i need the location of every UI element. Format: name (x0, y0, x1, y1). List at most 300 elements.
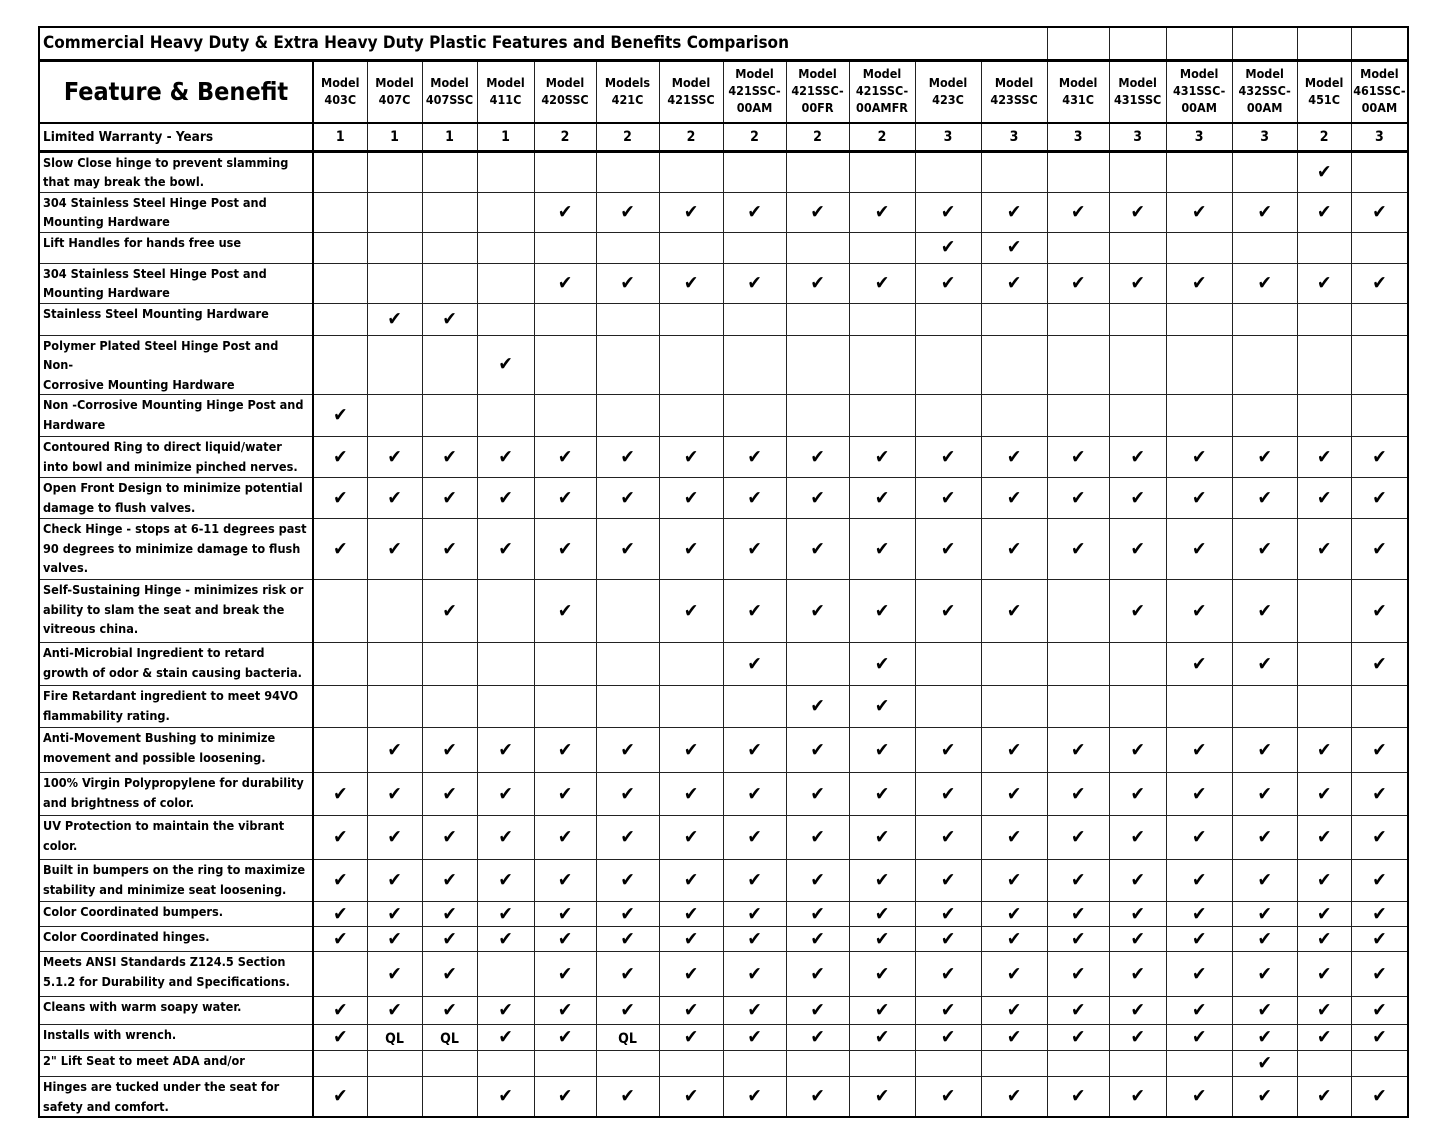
checkmark-icon: ✔ (874, 1026, 890, 1049)
checkmark-icon: ✔ (874, 486, 890, 509)
checkmark-icon: ✔ (620, 445, 635, 468)
checkmark-icon: ✔ (810, 486, 825, 509)
feature-cell (313, 927, 367, 952)
feature-cell (422, 1051, 477, 1077)
model-header: Model 407SSC (422, 60, 477, 123)
feature-cell (596, 952, 659, 997)
checkmark-icon: ✔ (940, 271, 956, 294)
feature-cell (659, 927, 723, 952)
feature-cell (1232, 952, 1297, 997)
feature-cell (1047, 952, 1109, 997)
checkmark-icon: ✔ (1257, 962, 1272, 985)
feature-cell (596, 643, 659, 686)
checkmark-icon: ✔ (498, 738, 513, 761)
checkmark-icon: ✔ (940, 962, 956, 985)
feature-row (39, 580, 1408, 643)
feature-label: 100% Virgin Polypropylene for durability and brightness of color. (39, 773, 313, 816)
checkmark-icon: ✔ (620, 927, 635, 950)
feature-cell (915, 1051, 981, 1077)
feature-cell (477, 335, 534, 395)
feature-cell (915, 952, 981, 997)
checkmark-icon: ✔ (874, 869, 890, 892)
feature-cell (534, 1025, 596, 1051)
checkmark-icon: ✔ (810, 271, 825, 294)
checkmark-icon: ✔ (1070, 1085, 1086, 1108)
feature-cell (367, 728, 422, 773)
warranty-label: Limited Warranty - Years (39, 123, 313, 151)
model-header-row (39, 60, 1408, 123)
checkmark-icon: ✔ (387, 782, 402, 805)
checkmark-icon: ✔ (333, 445, 348, 468)
checkmark-icon: ✔ (747, 782, 762, 805)
feature-cell (534, 643, 596, 686)
feature-cell (1047, 263, 1109, 303)
feature-cell (422, 773, 477, 816)
feature-row (39, 902, 1408, 927)
feature-cell (723, 728, 786, 773)
checkmark-icon: ✔ (1372, 1026, 1387, 1049)
feature-cell (1109, 927, 1166, 952)
checkmark-icon: ✔ (387, 902, 402, 925)
feature-cell (313, 686, 367, 728)
checkmark-icon: ✔ (810, 902, 825, 925)
feature-cell (1047, 1051, 1109, 1077)
feature-cell (477, 580, 534, 643)
feature-cell (422, 478, 477, 519)
feature-row (39, 232, 1408, 263)
feature-cell (723, 519, 786, 580)
feature-cell (915, 773, 981, 816)
feature-label: Installs with wrench. (39, 1025, 313, 1051)
feature-cell (786, 1025, 849, 1051)
checkmark-icon: ✔ (1006, 962, 1022, 985)
feature-cell (422, 728, 477, 773)
feature-cell (1297, 580, 1351, 643)
feature-cell (849, 1025, 915, 1051)
checkmark-icon: ✔ (1316, 869, 1332, 892)
feature-cell (915, 902, 981, 927)
checkmark-icon: ✔ (940, 486, 956, 509)
feature-cell (1351, 478, 1408, 519)
model-header: Model 432SSC- 00AM (1232, 60, 1297, 123)
feature-cell (981, 437, 1047, 478)
feature-cell (1109, 686, 1166, 728)
feature-cell (1166, 927, 1232, 952)
feature-cell (1047, 997, 1109, 1025)
feature-cell (1232, 580, 1297, 643)
feature-cell (659, 773, 723, 816)
feature-label: Self-Sustaining Hinge - minimizes risk or ability to slam the seat and break the vitreous china. (39, 580, 313, 643)
feature-cell (1047, 478, 1109, 519)
feature-cell (313, 1077, 367, 1118)
feature-cell (477, 927, 534, 952)
feature-row (39, 860, 1408, 902)
checkmark-icon: ✔ (874, 271, 890, 294)
feature-cell (422, 860, 477, 902)
feature-cell (981, 478, 1047, 519)
feature-label: Color Coordinated hinges. (39, 927, 313, 952)
feature-cell (477, 1077, 534, 1118)
checkmark-icon: ✔ (442, 902, 457, 925)
checkmark-icon: ✔ (810, 999, 825, 1022)
feature-cell (786, 816, 849, 860)
checkmark-icon: ✔ (1191, 599, 1207, 622)
feature-cell (1166, 773, 1232, 816)
feature-cell (849, 395, 915, 437)
feature-cell (1297, 927, 1351, 952)
checkmark-icon: ✔ (1070, 869, 1086, 892)
feature-cell (659, 478, 723, 519)
feature-cell (596, 580, 659, 643)
warranty-years: 2 (849, 123, 915, 151)
feature-cell (1166, 151, 1232, 192)
checkmark-icon: ✔ (810, 537, 825, 560)
checkmark-icon: ✔ (1070, 999, 1086, 1022)
feature-cell (477, 860, 534, 902)
feature-cell (786, 1077, 849, 1118)
feature-cell (477, 643, 534, 686)
feature-cell (534, 151, 596, 192)
feature-cell (477, 773, 534, 816)
checkmark-icon: ✔ (810, 1026, 825, 1049)
feature-cell (1297, 997, 1351, 1025)
checkmark-icon: ✔ (557, 962, 573, 985)
feature-cell (1351, 1077, 1408, 1118)
checkmark-icon: ✔ (940, 826, 956, 849)
checkmark-icon: ✔ (1070, 927, 1086, 950)
feature-cell (1232, 860, 1297, 902)
feature-cell (596, 927, 659, 952)
feature-cell (786, 151, 849, 192)
checkmark-icon: ✔ (1130, 999, 1145, 1022)
checkmark-icon: ✔ (1316, 271, 1332, 294)
feature-cell (534, 773, 596, 816)
feature-cell (534, 303, 596, 335)
feature-row (39, 1051, 1408, 1077)
feature-cell (1109, 437, 1166, 478)
checkmark-icon: ✔ (1372, 869, 1387, 892)
checkmark-icon: ✔ (1130, 738, 1145, 761)
checkmark-icon: ✔ (940, 902, 956, 925)
warranty-years: 1 (313, 123, 367, 151)
feature-cell (422, 997, 477, 1025)
feature-cell (1166, 1051, 1232, 1077)
feature-cell (422, 395, 477, 437)
feature-label: Non -Corrosive Mounting Hinge Post and Hardware (39, 395, 313, 437)
feature-cell (1109, 335, 1166, 395)
checkmark-icon: ✔ (940, 537, 956, 560)
checkmark-icon: ✔ (557, 200, 573, 223)
checkmark-icon: ✔ (747, 826, 762, 849)
feature-cell (659, 902, 723, 927)
checkmark-icon: ✔ (940, 869, 956, 892)
feature-label: Open Front Design to minimize potential damage to flush valves. (39, 478, 313, 519)
feature-cell (1232, 478, 1297, 519)
feature-cell (313, 1051, 367, 1077)
feature-cell (786, 1051, 849, 1077)
checkmark-icon: ✔ (498, 1085, 513, 1108)
checkmark-icon: ✔ (1372, 999, 1387, 1022)
feature-cell (1297, 232, 1351, 263)
title-row-empty-cell (1297, 27, 1351, 60)
feature-cell (849, 151, 915, 192)
feature-cell (849, 580, 915, 643)
checkmark-icon: ✔ (498, 445, 513, 468)
feature-cell (1232, 192, 1297, 232)
feature-cell (1297, 263, 1351, 303)
feature-cell (477, 997, 534, 1025)
checkmark-icon: ✔ (1130, 1085, 1145, 1108)
feature-cell (1351, 519, 1408, 580)
checkmark-icon: ✔ (1191, 782, 1207, 805)
feature-cell (477, 478, 534, 519)
feature-cell (367, 902, 422, 927)
checkmark-icon: ✔ (747, 271, 762, 294)
checkmark-icon: ✔ (442, 826, 457, 849)
feature-cell (1109, 902, 1166, 927)
feature-cell (1047, 335, 1109, 395)
feature-label: Color Coordinated bumpers. (39, 902, 313, 927)
feature-cell (1109, 580, 1166, 643)
feature-cell (915, 927, 981, 952)
checkmark-icon: ✔ (874, 652, 890, 675)
feature-cell (659, 1051, 723, 1077)
checkmark-icon: ✔ (498, 1026, 513, 1049)
checkmark-icon: ✔ (442, 999, 457, 1022)
feature-cell (1232, 232, 1297, 263)
feature-cell (477, 902, 534, 927)
checkmark-icon: ✔ (620, 200, 635, 223)
feature-cell (723, 816, 786, 860)
checkmark-icon: ✔ (747, 927, 762, 950)
feature-cell (1297, 952, 1351, 997)
feature-cell (981, 728, 1047, 773)
feature-cell (981, 580, 1047, 643)
checkmark-icon: ✔ (747, 962, 762, 985)
feature-cell (1047, 927, 1109, 952)
feature-cell (659, 643, 723, 686)
checkmark-icon: ✔ (747, 486, 762, 509)
feature-cell (723, 1051, 786, 1077)
feature-cell (659, 151, 723, 192)
checkmark-icon: ✔ (1257, 738, 1272, 761)
checkmark-icon: ✔ (810, 869, 825, 892)
checkmark-icon: ✔ (1130, 1026, 1145, 1049)
feature-cell (1232, 1025, 1297, 1051)
feature-cell (849, 997, 915, 1025)
checkmark-icon: ✔ (442, 537, 457, 560)
feature-cell (981, 902, 1047, 927)
checkmark-icon: ✔ (498, 869, 513, 892)
feature-cell (1232, 997, 1297, 1025)
feature-cell (1297, 773, 1351, 816)
model-header: Model 420SSC (534, 60, 596, 123)
checkmark-icon: ✔ (557, 486, 573, 509)
checkmark-icon: ✔ (940, 927, 956, 950)
feature-note: QL (385, 1031, 404, 1048)
feature-row (39, 263, 1408, 303)
checkmark-icon: ✔ (1372, 962, 1387, 985)
warranty-years: 3 (1109, 123, 1166, 151)
feature-cell (1109, 151, 1166, 192)
feature-cell (422, 1025, 477, 1051)
checkmark-icon: ✔ (1006, 927, 1022, 950)
checkmark-icon: ✔ (1130, 486, 1145, 509)
feature-cell (1297, 335, 1351, 395)
feature-row (39, 927, 1408, 952)
checkmark-icon: ✔ (1372, 1085, 1387, 1108)
feature-cell (596, 1051, 659, 1077)
feature-cell (849, 192, 915, 232)
checkmark-icon: ✔ (1372, 826, 1387, 849)
feature-cell (723, 902, 786, 927)
checkmark-icon: ✔ (1372, 271, 1387, 294)
checkmark-icon: ✔ (747, 200, 762, 223)
feature-cell (313, 1025, 367, 1051)
feature-cell (915, 1077, 981, 1118)
checkmark-icon: ✔ (683, 999, 699, 1022)
feature-cell (1047, 686, 1109, 728)
checkmark-icon: ✔ (1316, 537, 1332, 560)
checkmark-icon: ✔ (1257, 1026, 1272, 1049)
feature-cell (1351, 773, 1408, 816)
checkmark-icon: ✔ (1006, 738, 1022, 761)
checkmark-icon: ✔ (1070, 200, 1086, 223)
model-header: Model 431C (1047, 60, 1109, 123)
warranty-years: 1 (367, 123, 422, 151)
feature-cell (849, 1077, 915, 1118)
feature-cell (981, 232, 1047, 263)
checkmark-icon: ✔ (387, 927, 402, 950)
feature-cell (313, 395, 367, 437)
feature-cell (596, 192, 659, 232)
feature-cell (596, 773, 659, 816)
feature-cell (849, 232, 915, 263)
checkmark-icon: ✔ (1316, 962, 1332, 985)
feature-cell (1232, 686, 1297, 728)
checkmark-icon: ✔ (1257, 486, 1272, 509)
feature-cell (313, 151, 367, 192)
feature-cell (596, 303, 659, 335)
checkmark-icon: ✔ (333, 869, 348, 892)
feature-cell (915, 335, 981, 395)
feature-cell (1297, 1077, 1351, 1118)
checkmark-icon: ✔ (333, 486, 348, 509)
feature-cell (367, 1025, 422, 1051)
checkmark-icon: ✔ (1130, 782, 1145, 805)
feature-cell (1109, 728, 1166, 773)
feature-cell (1166, 686, 1232, 728)
feature-cell (1232, 1051, 1297, 1077)
feature-cell (1047, 860, 1109, 902)
checkmark-icon: ✔ (1130, 962, 1145, 985)
feature-cell (1047, 1025, 1109, 1051)
feature-cell (1351, 192, 1408, 232)
feature-cell (786, 437, 849, 478)
feature-cell (981, 192, 1047, 232)
feature-cell (915, 263, 981, 303)
checkmark-icon: ✔ (874, 738, 890, 761)
feature-cell (1232, 437, 1297, 478)
checkmark-icon: ✔ (1316, 160, 1332, 183)
feature-cell (1351, 1025, 1408, 1051)
feature-cell (915, 1025, 981, 1051)
feature-row (39, 952, 1408, 997)
feature-note: QL (618, 1031, 637, 1048)
feature-cell (1351, 151, 1408, 192)
feature-cell (1047, 395, 1109, 437)
checkmark-icon: ✔ (1316, 826, 1332, 849)
feature-cell (422, 816, 477, 860)
feature-cell (1351, 686, 1408, 728)
feature-cell (659, 335, 723, 395)
feature-cell (1047, 1077, 1109, 1118)
feature-cell (534, 232, 596, 263)
checkmark-icon: ✔ (333, 999, 348, 1022)
feature-label: 304 Stainless Steel Hinge Post and Mounting Hardware (39, 263, 313, 303)
checkmark-icon: ✔ (874, 1085, 890, 1108)
feature-row (39, 478, 1408, 519)
feature-cell (596, 686, 659, 728)
feature-cell (534, 437, 596, 478)
feature-cell (786, 952, 849, 997)
feature-cell (534, 580, 596, 643)
feature-cell (1166, 192, 1232, 232)
feature-row (39, 335, 1408, 395)
checkmark-icon: ✔ (1316, 486, 1332, 509)
checkmark-icon: ✔ (557, 782, 573, 805)
checkmark-icon: ✔ (1130, 271, 1145, 294)
feature-cell (723, 437, 786, 478)
feature-cell (367, 303, 422, 335)
feature-cell (723, 478, 786, 519)
checkmark-icon: ✔ (387, 999, 402, 1022)
feature-cell (1351, 395, 1408, 437)
checkmark-icon: ✔ (498, 902, 513, 925)
checkmark-icon: ✔ (683, 782, 699, 805)
feature-cell (477, 1051, 534, 1077)
checkmark-icon: ✔ (1257, 652, 1272, 675)
checkmark-icon: ✔ (1316, 200, 1332, 223)
checkmark-icon: ✔ (1191, 537, 1207, 560)
checkmark-icon: ✔ (683, 200, 699, 223)
checkmark-icon: ✔ (1191, 962, 1207, 985)
feature-cell (1109, 478, 1166, 519)
feature-cell (477, 151, 534, 192)
feature-cell (1166, 303, 1232, 335)
checkmark-icon: ✔ (557, 271, 573, 294)
feature-cell (1297, 728, 1351, 773)
title-row-empty-cell (1351, 27, 1408, 60)
checkmark-icon: ✔ (683, 445, 699, 468)
feature-cell (1297, 643, 1351, 686)
warranty-years: 2 (1297, 123, 1351, 151)
checkmark-icon: ✔ (1191, 738, 1207, 761)
checkmark-icon: ✔ (442, 307, 457, 330)
feature-cell (1232, 728, 1297, 773)
feature-cell (1109, 519, 1166, 580)
checkmark-icon: ✔ (387, 445, 402, 468)
checkmark-icon: ✔ (557, 1026, 573, 1049)
feature-cell (1297, 151, 1351, 192)
feature-cell (723, 151, 786, 192)
feature-cell (723, 232, 786, 263)
feature-cell (1351, 902, 1408, 927)
feature-label: 304 Stainless Steel Hinge Post and Mounting Hardware (39, 192, 313, 232)
feature-cell (596, 728, 659, 773)
checkmark-icon: ✔ (620, 738, 635, 761)
feature-label: Lift Handles for hands free use (39, 232, 313, 263)
